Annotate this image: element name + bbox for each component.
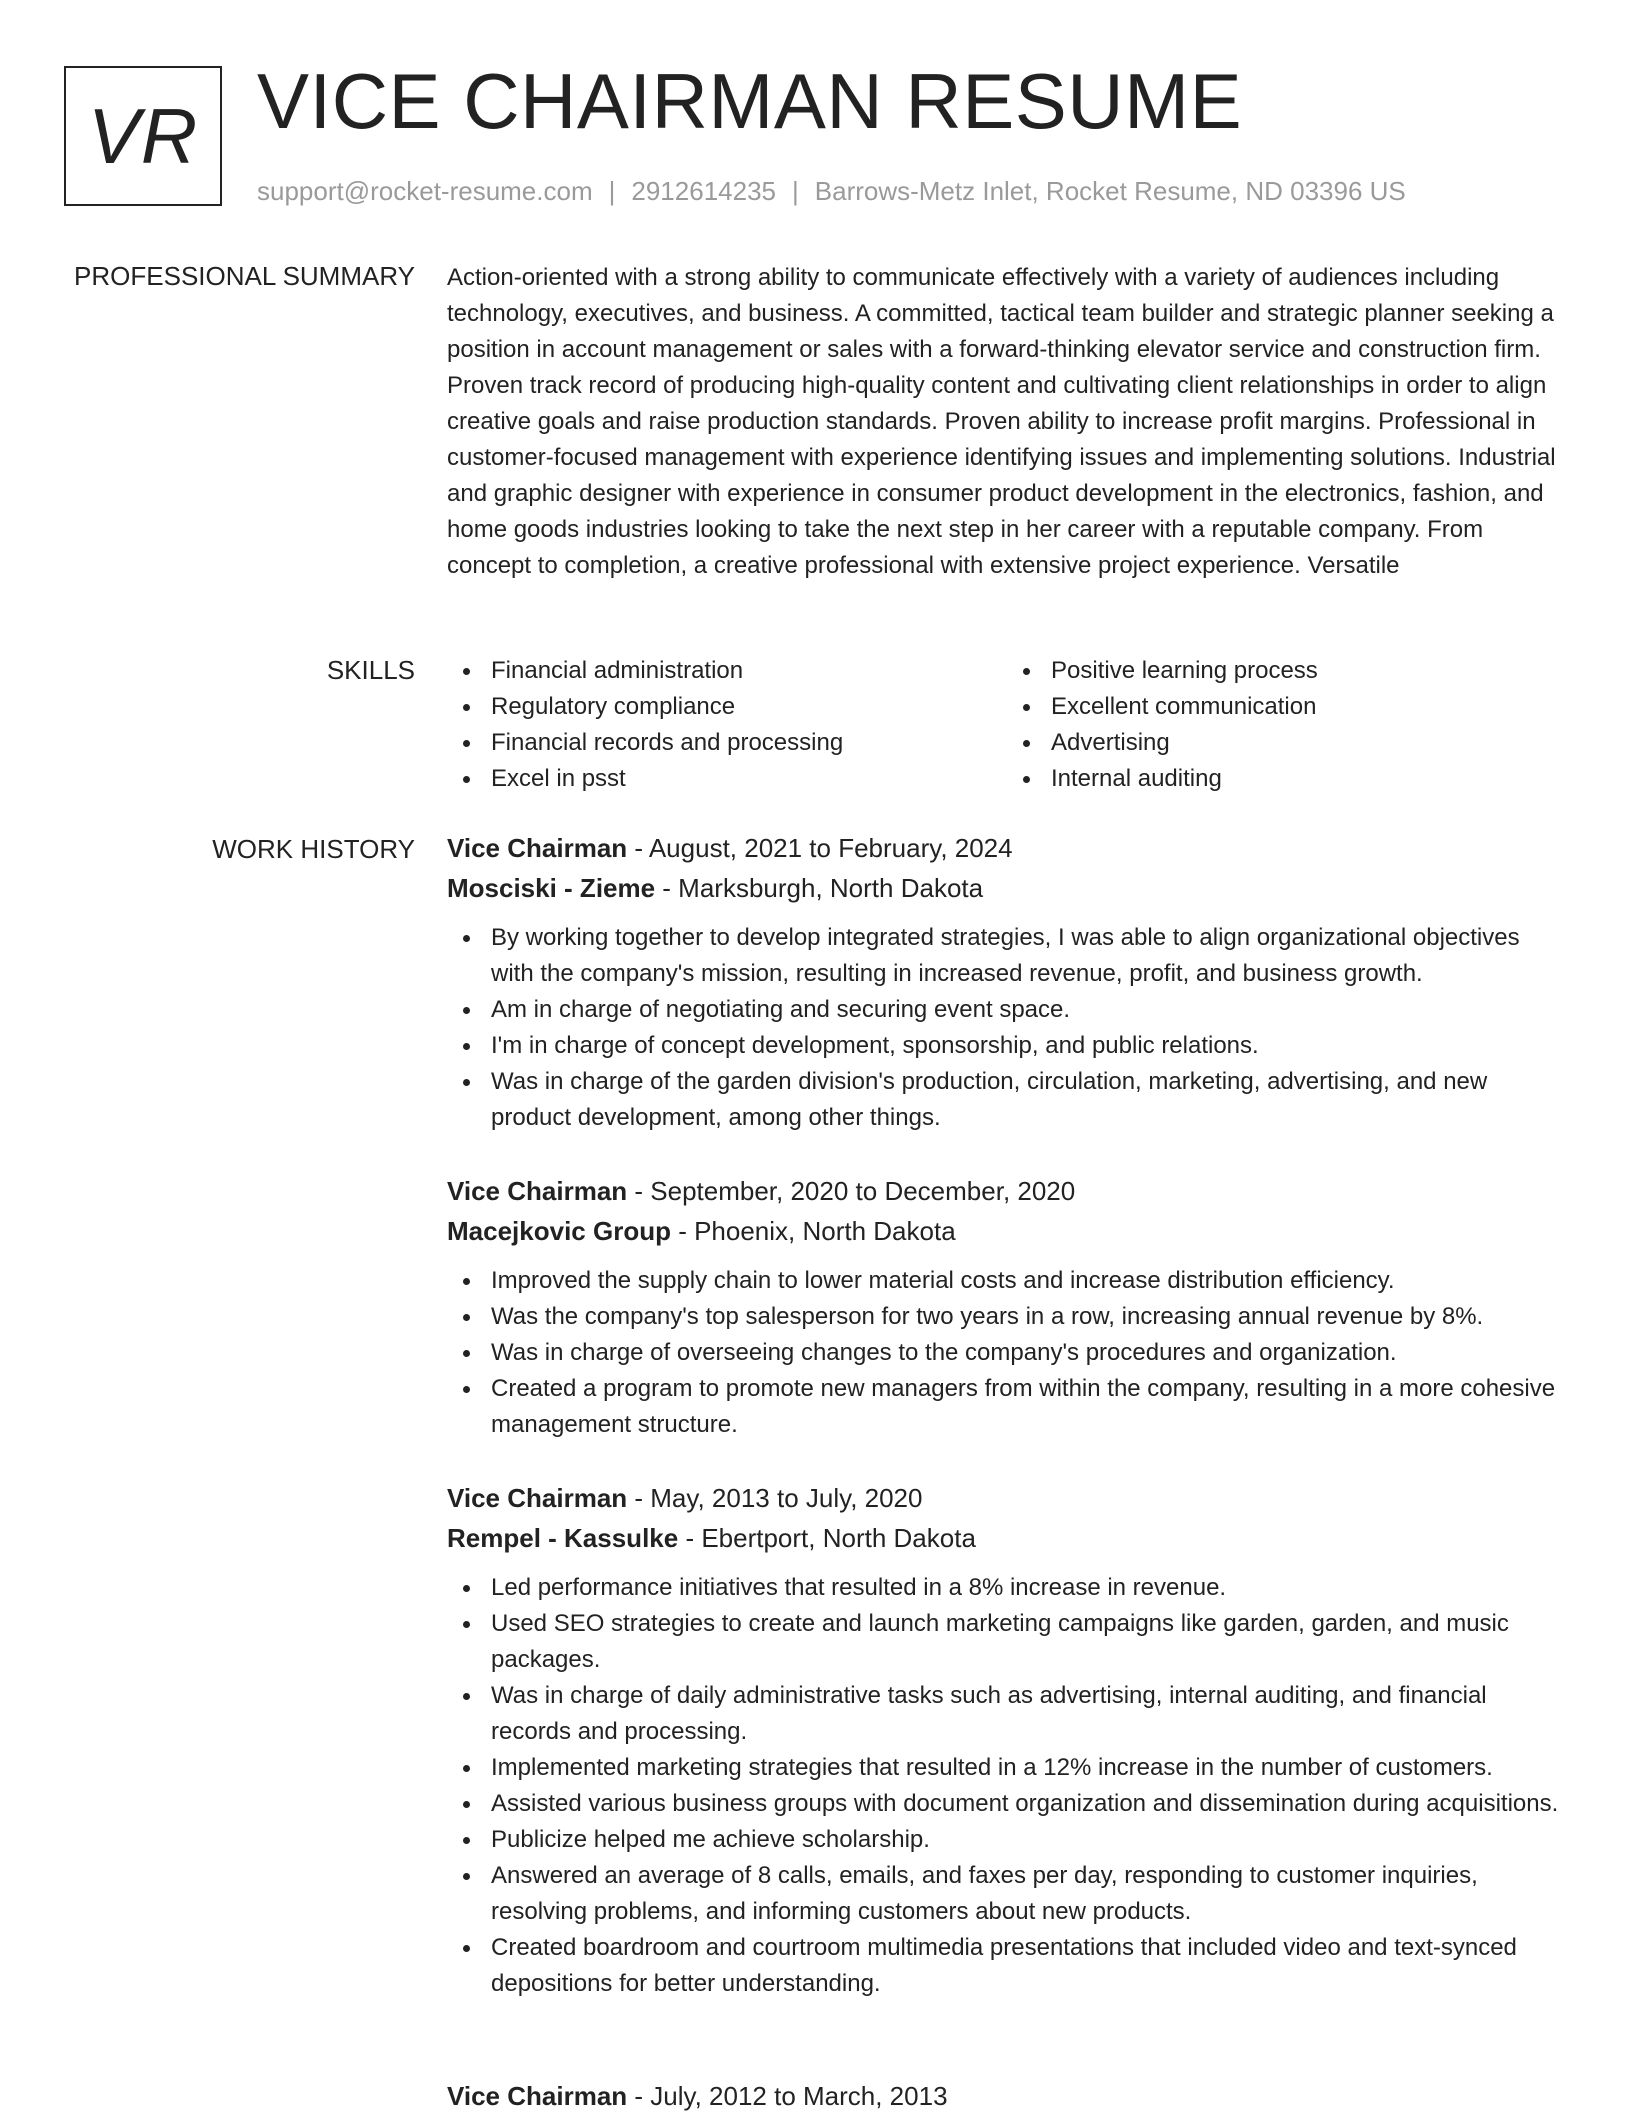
- job-bullet: Assisted various business groups with document organization and dissemination during acquisitions.: [491, 1786, 1567, 1822]
- contact-phone[interactable]: 2912614235: [631, 176, 776, 206]
- skill-item: Financial records and processing: [491, 725, 1007, 761]
- job-dates: - July, 2012 to March, 2013: [627, 2081, 948, 2111]
- job-bullet: Was in charge of the garden division's production, circulation, marketing, advertising, and new product development, among other things.: [491, 1064, 1567, 1136]
- job-bullet: Am in charge of negotiating and securing event space.: [491, 992, 1567, 1028]
- job-company-line: [447, 1518, 1567, 1558]
- job-bullet: I'm in charge of concept development, sponsorship, and public relations.: [491, 1028, 1567, 1064]
- job-bullets: [447, 920, 1567, 1136]
- job-bullet: Publicize helped me achieve scholarship.: [491, 1822, 1567, 1858]
- job-company-line: [447, 868, 1567, 908]
- job-entry: [447, 828, 1567, 1136]
- skills-column-right: [1007, 653, 1567, 797]
- job-title-line: [447, 828, 1567, 868]
- skill-item: Advertising: [1051, 725, 1567, 761]
- skill-item: Positive learning process: [1051, 653, 1567, 689]
- job-bullet: By working together to develop integrated strategies, I was able to align organizational objectives with the company's mission, resulting in increased revenue, profit, and business growth.: [491, 920, 1567, 992]
- contact-separator: |: [792, 176, 799, 206]
- job-entry: [447, 2076, 1567, 2116]
- monogram-logo: [64, 66, 222, 206]
- summary-text: Action-oriented with a strong ability to communicate effectively with a variety of audiences including technology, executives, and business. A committed, tactical team builder and strategic planner seeking a position in account management or sales with a forward-thinking elevator service and construction firm. Proven track record of producing high-quality content and cultivating client relationships in order to align creative goals and raise production standards. Proven ability to increase profit margins. Professional in customer-focused management with experience identifying issues and implementing solutions. Industrial and graphic designer with experience in consumer product development in the electronics, fashion, and home goods industries looking to take the next step in her career with a reputable company. From concept to completion, a creative professional with extensive project experience. Versatile: [447, 264, 1556, 579]
- work-history-heading: WORK HISTORY: [212, 834, 415, 864]
- job-title-line: [447, 1171, 1567, 1211]
- job-title-line: [447, 1478, 1567, 1518]
- skill-item: Regulatory compliance: [491, 689, 1007, 725]
- skill-item: Financial administration: [491, 653, 1007, 689]
- job-title-line: [447, 2076, 1567, 2116]
- monogram-initials: VR: [87, 91, 199, 180]
- contact-email[interactable]: support@rocket-resume.com: [257, 176, 593, 206]
- skill-item: Internal auditing: [1051, 761, 1567, 797]
- job-entry: [447, 1478, 1567, 2002]
- job-bullet: Improved the supply chain to lower material costs and increase distribution efficiency.: [491, 1263, 1567, 1299]
- job-bullet: Used SEO strategies to create and launch marketing campaigns like garden, garden, and music packages.: [491, 1606, 1567, 1678]
- job-title: Vice Chairman: [447, 833, 628, 863]
- job-bullet: Was the company's top salesperson for two years in a row, increasing annual revenue by 8%.: [491, 1299, 1567, 1335]
- job-bullets: [447, 1263, 1567, 1443]
- job-location: - Ebertport, North Dakota: [678, 1523, 976, 1553]
- summary-heading: PROFESSIONAL SUMMARY: [74, 261, 415, 291]
- skill-item: Excellent communication: [1051, 689, 1567, 725]
- contact-address: Barrows-Metz Inlet, Rocket Resume, ND 03396 US: [814, 176, 1406, 206]
- job-location: - Phoenix, North Dakota: [670, 1216, 956, 1246]
- job-bullet: Created boardroom and courtroom multimedia presentations that included video and text-synced depositions for better understanding.: [491, 1930, 1567, 2002]
- job-company: Macejkovic Group: [447, 1216, 671, 1246]
- skills-column-left: [447, 653, 1007, 797]
- skills-heading: SKILLS: [326, 655, 415, 685]
- job-company: Mosciski - Zieme: [447, 873, 656, 903]
- resume-title: VICE CHAIRMAN RESUME: [257, 57, 1243, 145]
- job-location: - Marksburgh, North Dakota: [655, 873, 984, 903]
- job-title: Vice Chairman: [447, 2081, 628, 2111]
- skills-list: [447, 653, 1567, 797]
- job-entry: [447, 1171, 1567, 1443]
- job-bullet: Implemented marketing strategies that resulted in a 12% increase in the number of customers.: [491, 1750, 1567, 1786]
- job-dates: - August, 2021 to February, 2024: [627, 833, 1013, 863]
- job-dates: - May, 2013 to July, 2020: [627, 1483, 923, 1513]
- contact-separator: |: [608, 176, 616, 206]
- job-title: Vice Chairman: [447, 1176, 628, 1206]
- job-company: Rempel - Kassulke: [447, 1523, 679, 1553]
- job-bullets: [447, 1570, 1567, 2002]
- job-bullet: Was in charge of daily administrative tasks such as advertising, internal auditing, and financial records and processing.: [491, 1678, 1567, 1750]
- job-dates: - September, 2020 to December, 2020: [627, 1176, 1076, 1206]
- job-bullet: Answered an average of 8 calls, emails, and faxes per day, responding to customer inquiries, resolving problems, and informing customers about new products.: [491, 1858, 1567, 1930]
- job-bullet: Was in charge of overseeing changes to the company's procedures and organization.: [491, 1335, 1567, 1371]
- job-company-line: [447, 1211, 1567, 1251]
- contact-line: [257, 174, 1406, 208]
- skill-item: Excel in psst: [491, 761, 1007, 797]
- job-bullet: Led performance initiatives that resulted in a 8% increase in revenue.: [491, 1570, 1567, 1606]
- job-title: Vice Chairman: [447, 1483, 628, 1513]
- job-bullet: Created a program to promote new managers from within the company, resulting in a more cohesive management structure.: [491, 1371, 1567, 1443]
